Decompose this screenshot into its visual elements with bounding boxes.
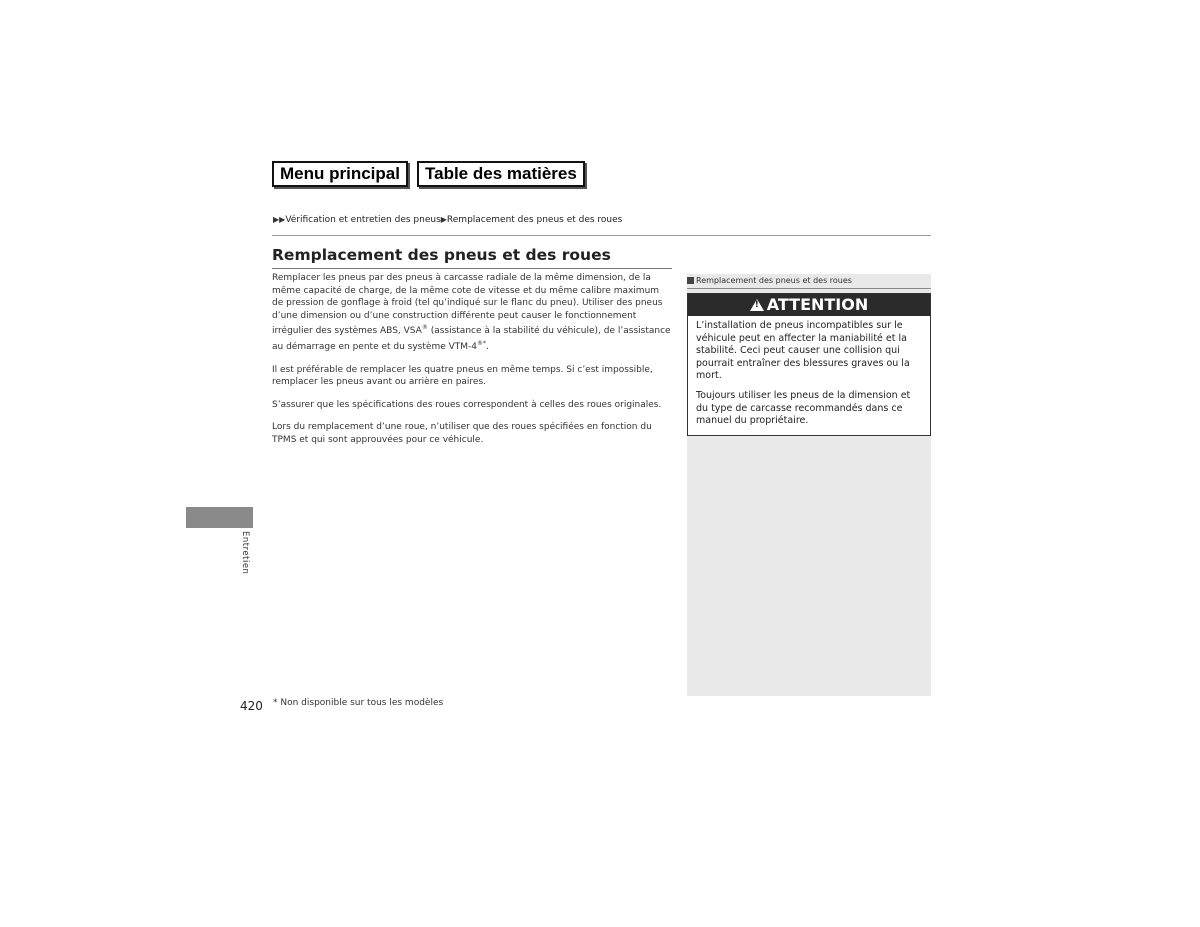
section-tab[interactable] xyxy=(186,507,253,528)
arrow-icon: ▶ xyxy=(440,215,447,224)
breadcrumb xyxy=(273,215,622,225)
main-menu-button[interactable]: Menu principal xyxy=(272,161,408,187)
paragraph-wheel-spec: S’assurer que les spécifications des roues correspondent à celles des roues originales. xyxy=(272,399,662,410)
paragraph-replace-all: Il est préférable de remplacer les quatre pneus en même temps. Si c’est impossible, remplacer les pneus avant ou arrière en paires. xyxy=(272,364,653,388)
section-tab-label: Entretien xyxy=(240,531,250,575)
table-of-contents-button[interactable]: Table des matières xyxy=(417,161,585,187)
warning-text-1: L’installation de pneus incompatibles sur le véhicule peut en affecter la maniabilité et la stabilité. Ceci peut causer une collision qui pourrait entraîner des blessures graves ou la mort. xyxy=(696,320,910,382)
main-content xyxy=(272,272,672,457)
sidebar-heading: Remplacement des pneus et des roues xyxy=(687,276,852,285)
header-divider xyxy=(272,235,931,236)
title-divider xyxy=(272,268,672,269)
breadcrumb-link-tire-replacement[interactable]: Remplacement des pneus et des roues xyxy=(446,215,623,225)
paragraph-tpms: Lors du remplacement d’une roue, n’utiliser que des roues spécifiées en fonction du TPMS et qui sont approuvées pour ce véhicule. xyxy=(272,422,652,445)
sidebar-notes xyxy=(687,274,931,696)
double-arrow-icon: ▶▶ xyxy=(273,215,286,224)
warning-text-2: Toujours utiliser les pneus de la dimension et du type de carcasse recommandés dans ce manuel du propriétaire. xyxy=(696,389,911,427)
warning-box xyxy=(687,293,931,436)
page-title: Remplacement des pneus et des roues xyxy=(272,246,611,264)
warning-header: !ATTENTION xyxy=(688,294,930,316)
warning-triangle-icon xyxy=(750,299,764,311)
footnote: * Non disponible sur tous les modèles xyxy=(273,698,444,708)
paragraph-tire-spec: Remplacer les pneus par des pneus à carcasse radiale de la même dimension, de la même capacité de charge, de la même cote de vitesse et du même calibre maximum de pression de gonflage à froid (tel qu’indiqué sur le flanc du pneu). Utiliser des pneus d’une dimension ou d’une construction différente peut causer le fonctionnement irrégulier des systèmes ABS, VSA® (assistance à la stabilité du véhicule), de l’assistance au démarrage en pente et du système VTM-4®*. xyxy=(272,273,671,352)
warning-body xyxy=(688,316,930,428)
reference-icon xyxy=(687,277,694,284)
sidebar-divider xyxy=(687,288,931,289)
page-number: 420 xyxy=(240,699,263,713)
breadcrumb-link-tire-check[interactable]: Vérification et entretien des pneus xyxy=(285,215,441,225)
